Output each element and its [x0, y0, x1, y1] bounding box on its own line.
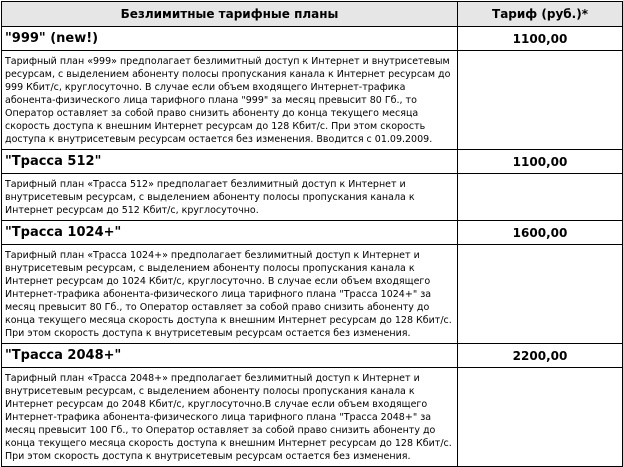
plan-price: 2200,00 — [458, 344, 623, 368]
plan-description-row — [2, 245, 623, 344]
plans-column-header: Безлимитные тарифные планы — [2, 2, 458, 27]
plan-description: Тарифный план «999» предполагает безлимитный доступ к Интернет и внутрисетевым ресурсам, с выделением абоненту полосы пропускания канала к Интернет ресурсам до 999 Кбит/с, круглосуточно. В случае если объем входящего Интернет-трафика абонента-физического лица тарифного плана "999" за месяц превысит 80 Гб., то Оператор оставляет за собой право снизить абоненту до конца текущего месяца скорость доступа к внешним Интернет ресурсам до 128 Кбит/с. При этом скорость доступа к внутрисетевым ресурсам остается без изменения. Вводится с 01.09.2009. — [2, 51, 458, 150]
plan-name: "Трасса 512" — [2, 150, 458, 174]
plan-row — [2, 27, 623, 51]
plan-description: Тарифный план «Трасса 2048+» предполагает безлимитный доступ к Интернет и внутрисетевым ресурсам, с выделением абоненту полосы пропускания канала к Интернет ресурсам до 2048 Кбит/с, круглосуточно.В случае если объем входящего Интернет-трафика абонента-физического лица тарифного плана "Трасса 2048+" за месяц превысит 100 Гб., то Оператор оставляет за собой право снизить абоненту до конца текущего месяца скорость доступа к внешним Интернет ресурсам до 128 Кбит/с. При этом скорость доступа к внутрисетевым ресурсам остается без изменения. — [2, 368, 458, 467]
plan-row — [2, 221, 623, 245]
plan-description-row — [2, 51, 623, 150]
empty-cell — [458, 174, 623, 221]
empty-cell — [458, 245, 623, 344]
plan-price: 1100,00 — [458, 27, 623, 51]
tariff-table — [1, 1, 623, 467]
empty-cell — [458, 368, 623, 467]
plan-name: "Трасса 1024+" — [2, 221, 458, 245]
price-column-header: Тариф (руб.)* — [458, 2, 623, 27]
plan-name: "999" (new!) — [2, 27, 458, 51]
plan-description: Тарифный план «Трасса 512» предполагает безлимитный доступ к Интернет и внутрисетевым ресурсам, с выделением абоненту полосы пропускания канала к Интернет ресурсам до 512 Кбит/с, круглосуточно. — [2, 174, 458, 221]
plan-description-row — [2, 368, 623, 467]
plan-price: 1100,00 — [458, 150, 623, 174]
plan-description: Тарифный план «Трасса 1024+» предполагает безлимитный доступ к Интернет и внутрисетевым ресурсам, с выделением абоненту полосы пропускания канала к Интернет ресурсам до 1024 Кбит/с, круглосуточно. В случае если объем входящего Интернет-трафика абонента-физического лица тарифного плана "Трасса 1024+" за месяц превысит 80 Гб., то Оператор оставляет за собой право снизить абоненту до конца текущего месяца скорость доступа к внешним Интернет ресурсам до 128 Кбит/с. При этом скорость доступа к внутрисетевым ресурсам остается без изменения. — [2, 245, 458, 344]
plan-price: 1600,00 — [458, 221, 623, 245]
empty-cell — [458, 51, 623, 150]
plan-name: "Трасса 2048+" — [2, 344, 458, 368]
plan-row — [2, 344, 623, 368]
plan-row — [2, 150, 623, 174]
plan-description-row — [2, 174, 623, 221]
table-header-row — [2, 2, 623, 27]
